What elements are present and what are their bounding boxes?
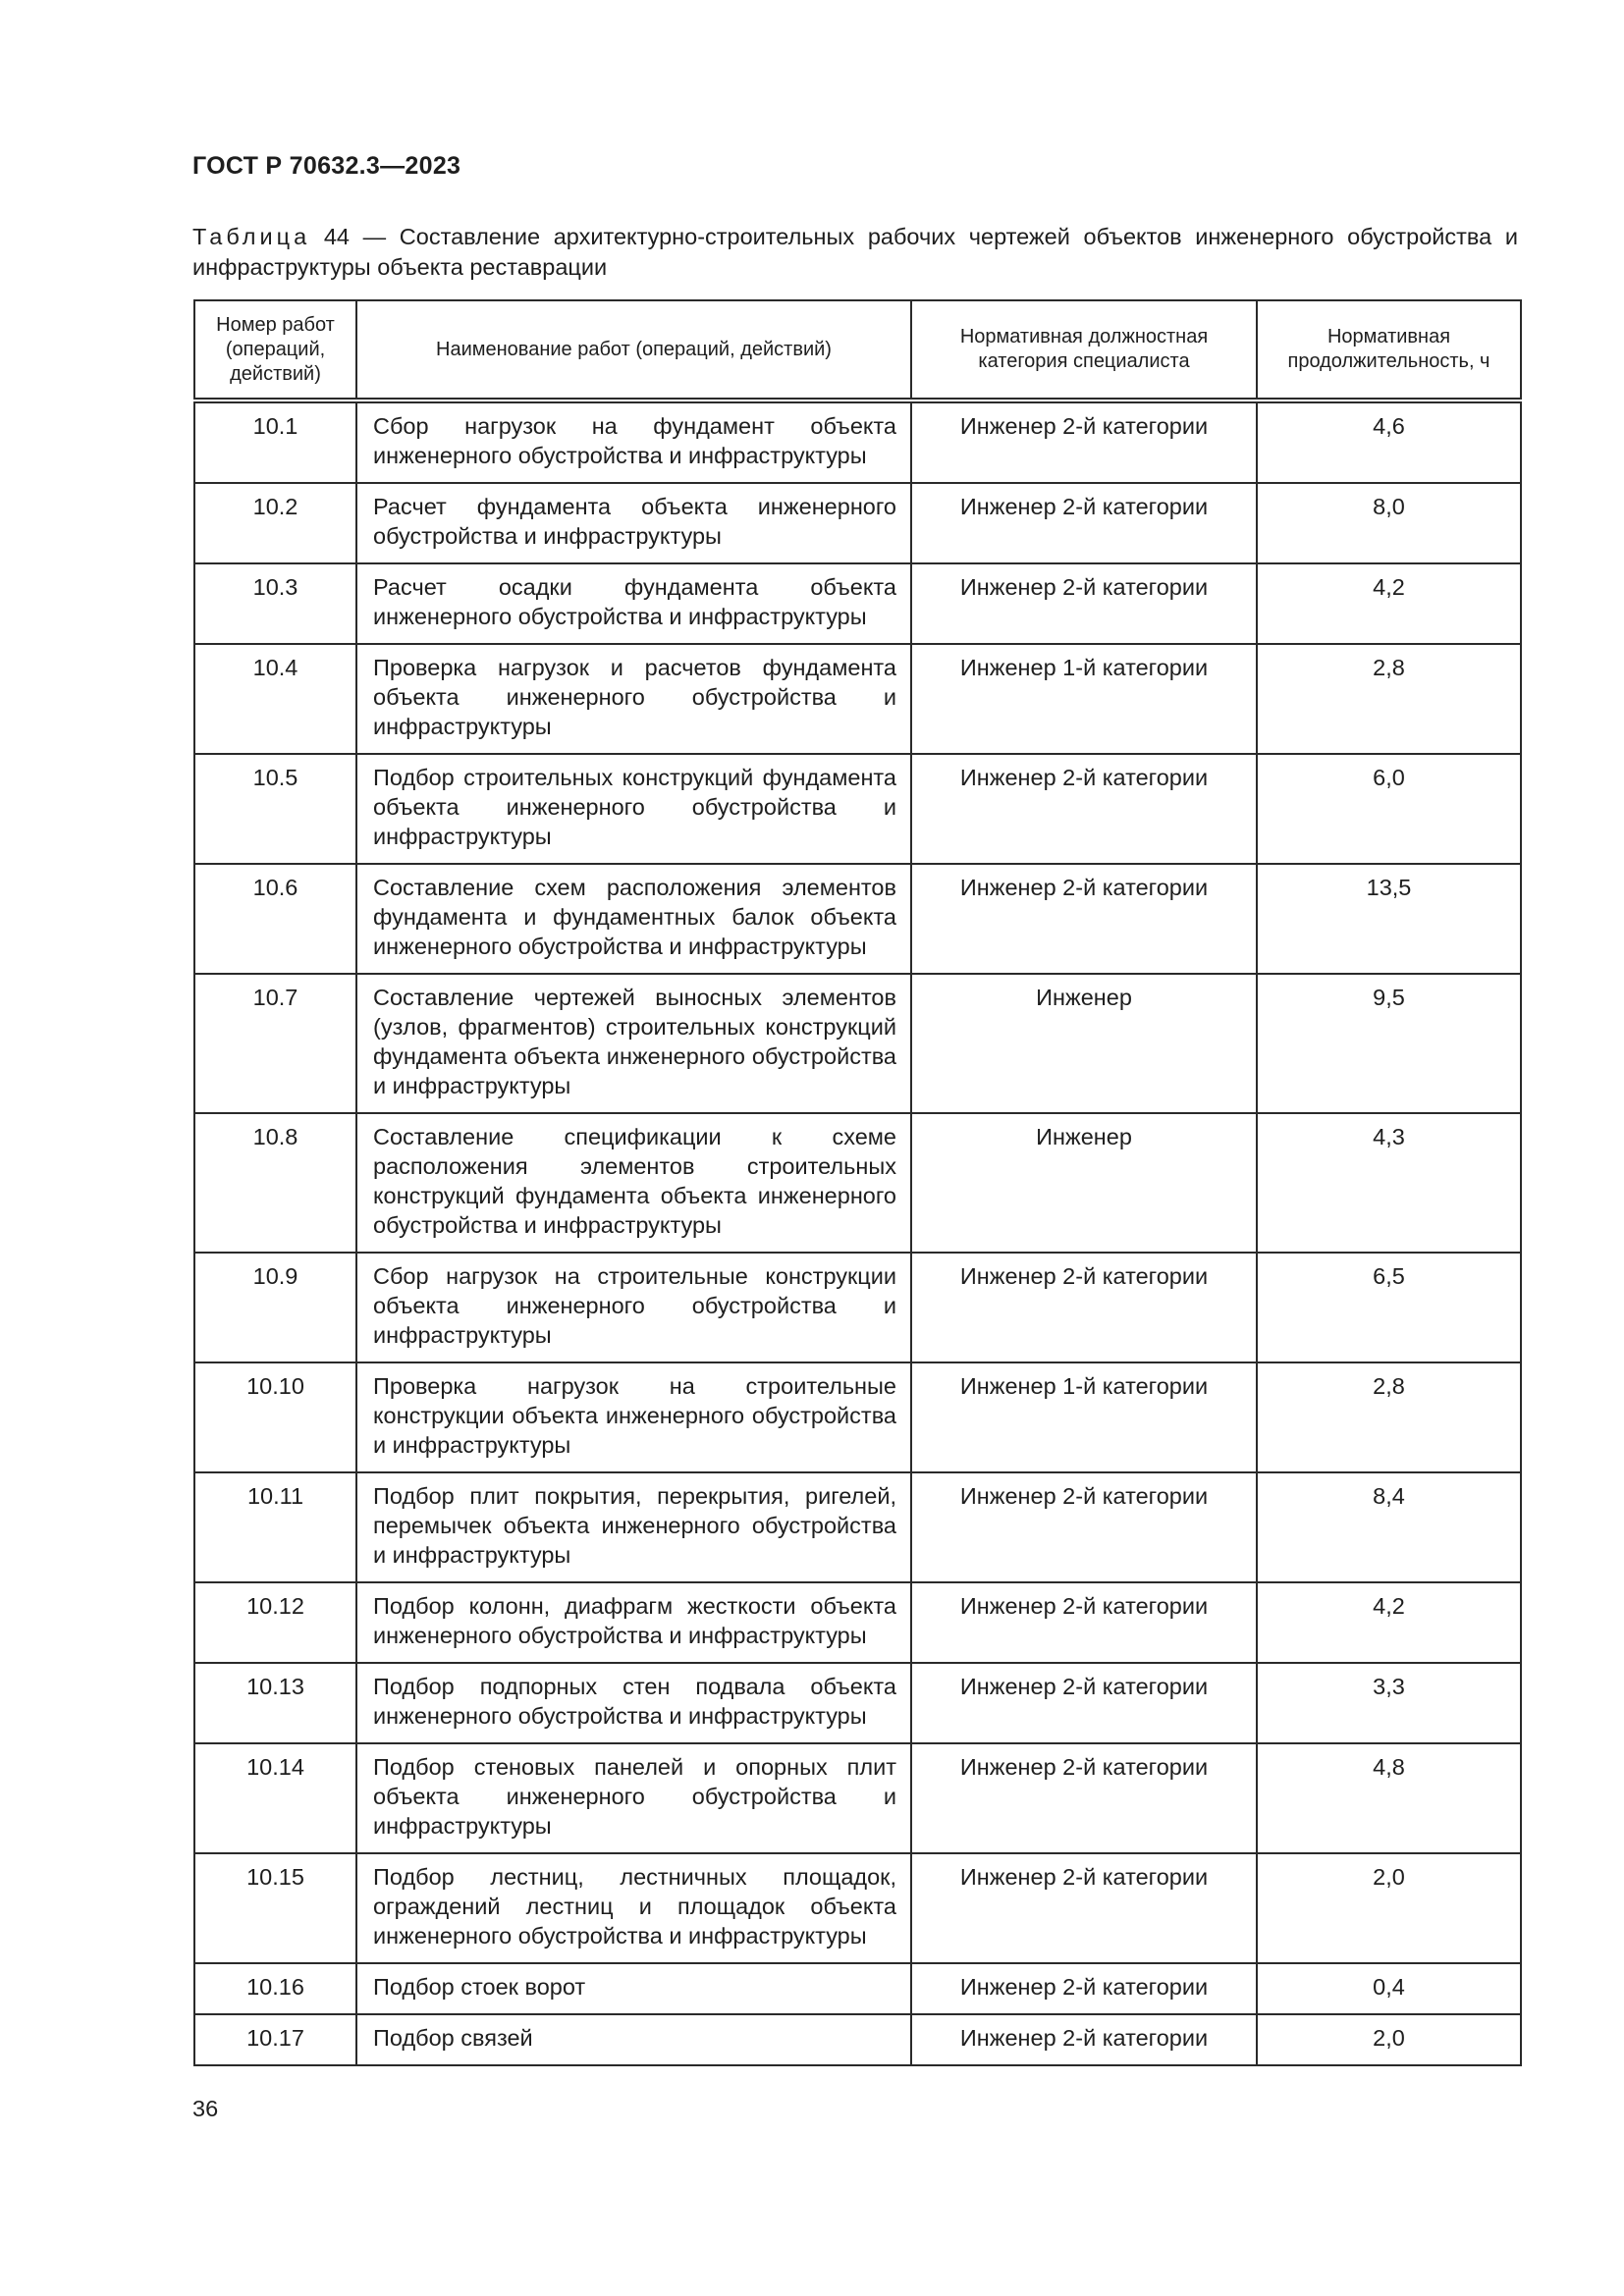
table-header-row: [194, 300, 1521, 400]
row-work-name: Подбор лестниц, лестничных площадок, ограждений лестниц и площадок объекта инженерного обустройства и инфраструктуры: [356, 1853, 911, 1963]
table-row: [194, 1472, 1521, 1582]
row-work-name: Проверка нагрузок на строительные конструкции объекта инженерного обустройства и инфраструктуры: [356, 1362, 911, 1472]
row-duration: 8,4: [1257, 1472, 1521, 1582]
work-norms-table-container: [193, 299, 1520, 2066]
column-header-category: Нормативная должностная категория специалиста: [911, 300, 1257, 400]
row-specialist-category: Инженер 1-й категории: [911, 644, 1257, 754]
row-duration: 9,5: [1257, 974, 1521, 1113]
table-row: [194, 1853, 1521, 1963]
row-specialist-category: Инженер 2-й категории: [911, 400, 1257, 483]
row-specialist-category: Инженер 2-й категории: [911, 563, 1257, 644]
row-work-name: Подбор колонн, диафрагм жесткости объекта инженерного обустройства и инфраструктуры: [356, 1582, 911, 1663]
row-specialist-category: Инженер 1-й категории: [911, 1362, 1257, 1472]
row-specialist-category: Инженер: [911, 1113, 1257, 1253]
table-caption-label: Таблица: [192, 224, 311, 249]
table-caption: [192, 222, 1518, 283]
table-row: [194, 400, 1521, 483]
row-work-name: Подбор строительных конструкций фундамента объекта инженерного обустройства и инфраструктуры: [356, 754, 911, 864]
table-row: [194, 2014, 1521, 2065]
row-number: 10.11: [194, 1472, 356, 1582]
row-work-name: Подбор стеновых панелей и опорных плит объекта инженерного обустройства и инфраструктуры: [356, 1743, 911, 1853]
row-work-name: Составление спецификации к схеме расположения элементов строительных конструкций фундамента объекта инженерного обустройства и инфраструктуры: [356, 1113, 911, 1253]
row-work-name: Расчет осадки фундамента объекта инженерного обустройства и инфраструктуры: [356, 563, 911, 644]
row-number: 10.4: [194, 644, 356, 754]
row-specialist-category: Инженер 2-й категории: [911, 1582, 1257, 1663]
row-duration: 13,5: [1257, 864, 1521, 974]
row-number: 10.10: [194, 1362, 356, 1472]
row-work-name: Подбор подпорных стен подвала объекта инженерного обустройства и инфраструктуры: [356, 1663, 911, 1743]
page-number: 36: [192, 2096, 219, 2121]
row-specialist-category: Инженер 2-й категории: [911, 2014, 1257, 2065]
table-row: [194, 1253, 1521, 1362]
row-duration: 3,3: [1257, 1663, 1521, 1743]
table-body: [194, 400, 1521, 2065]
row-work-name: Подбор связей: [356, 2014, 911, 2065]
table-row: [194, 483, 1521, 563]
row-duration: 6,5: [1257, 1253, 1521, 1362]
row-specialist-category: Инженер 2-й категории: [911, 864, 1257, 974]
row-duration: 4,8: [1257, 1743, 1521, 1853]
row-specialist-category: Инженер 2-й категории: [911, 483, 1257, 563]
table-header: [194, 300, 1521, 400]
row-number: 10.17: [194, 2014, 356, 2065]
row-duration: 8,0: [1257, 483, 1521, 563]
table-row: [194, 974, 1521, 1113]
row-number: 10.16: [194, 1963, 356, 2014]
row-number: 10.8: [194, 1113, 356, 1253]
row-number: 10.9: [194, 1253, 356, 1362]
row-work-name: Сбор нагрузок на фундамент объекта инженерного обустройства и инфраструктуры: [356, 400, 911, 483]
row-specialist-category: Инженер 2-й категории: [911, 1253, 1257, 1362]
table-row: [194, 644, 1521, 754]
table-row: [194, 1582, 1521, 1663]
table-row: [194, 1362, 1521, 1472]
row-duration: 4,2: [1257, 563, 1521, 644]
row-duration: 2,8: [1257, 1362, 1521, 1472]
row-work-name: Расчет фундамента объекта инженерного обустройства и инфраструктуры: [356, 483, 911, 563]
table-row: [194, 1113, 1521, 1253]
row-work-name: Составление схем расположения элементов фундамента и фундаментных балок объекта инженерного обустройства и инфраструктуры: [356, 864, 911, 974]
table-row: [194, 754, 1521, 864]
row-number: 10.1: [194, 400, 356, 483]
work-norms-table: [193, 299, 1522, 2066]
row-duration: 4,2: [1257, 1582, 1521, 1663]
row-work-name: Подбор плит покрытия, перекрытия, ригелей, перемычек объекта инженерного обустройства и инфраструктуры: [356, 1472, 911, 1582]
table-row: [194, 1743, 1521, 1853]
row-number: 10.6: [194, 864, 356, 974]
table-row: [194, 563, 1521, 644]
table-row: [194, 1963, 1521, 2014]
table-row: [194, 864, 1521, 974]
row-work-name: Составление чертежей выносных элементов (узлов, фрагментов) строительных конструкций фундамента объекта инженерного обустройства и инфраструктуры: [356, 974, 911, 1113]
document-standard-code: ГОСТ Р 70632.3—2023: [192, 152, 461, 180]
row-specialist-category: Инженер 2-й категории: [911, 1743, 1257, 1853]
row-number: 10.2: [194, 483, 356, 563]
row-specialist-category: Инженер 2-й категории: [911, 1663, 1257, 1743]
row-number: 10.13: [194, 1663, 356, 1743]
row-duration: 2,8: [1257, 644, 1521, 754]
row-specialist-category: Инженер 2-й категории: [911, 1472, 1257, 1582]
row-number: 10.12: [194, 1582, 356, 1663]
row-number: 10.15: [194, 1853, 356, 1963]
row-specialist-category: Инженер 2-й категории: [911, 1963, 1257, 2014]
row-work-name: Проверка нагрузок и расчетов фундамента объекта инженерного обустройства и инфраструктуры: [356, 644, 911, 754]
row-number: 10.5: [194, 754, 356, 864]
column-header-duration: Нормативная продолжительность, ч: [1257, 300, 1521, 400]
row-duration: 6,0: [1257, 754, 1521, 864]
row-work-name: Сбор нагрузок на строительные конструкции объекта инженерного обустройства и инфраструктуры: [356, 1253, 911, 1362]
column-header-name: Наименование работ (операций, действий): [356, 300, 911, 400]
row-duration: 4,3: [1257, 1113, 1521, 1253]
row-duration: 0,4: [1257, 1963, 1521, 2014]
row-duration: 2,0: [1257, 1853, 1521, 1963]
row-duration: 2,0: [1257, 2014, 1521, 2065]
row-number: 10.3: [194, 563, 356, 644]
row-duration: 4,6: [1257, 400, 1521, 483]
row-specialist-category: Инженер 2-й категории: [911, 754, 1257, 864]
row-work-name: Подбор стоек ворот: [356, 1963, 911, 2014]
row-number: 10.14: [194, 1743, 356, 1853]
row-number: 10.7: [194, 974, 356, 1113]
column-header-number: Номер работ (операций, действий): [194, 300, 356, 400]
row-specialist-category: Инженер: [911, 974, 1257, 1113]
row-specialist-category: Инженер 2-й категории: [911, 1853, 1257, 1963]
table-caption-text: 44 — Составление архитектурно-строительных рабочих чертежей объектов инженерного обустройства и инфраструктуры объекта реставрации: [192, 224, 1518, 280]
table-row: [194, 1663, 1521, 1743]
